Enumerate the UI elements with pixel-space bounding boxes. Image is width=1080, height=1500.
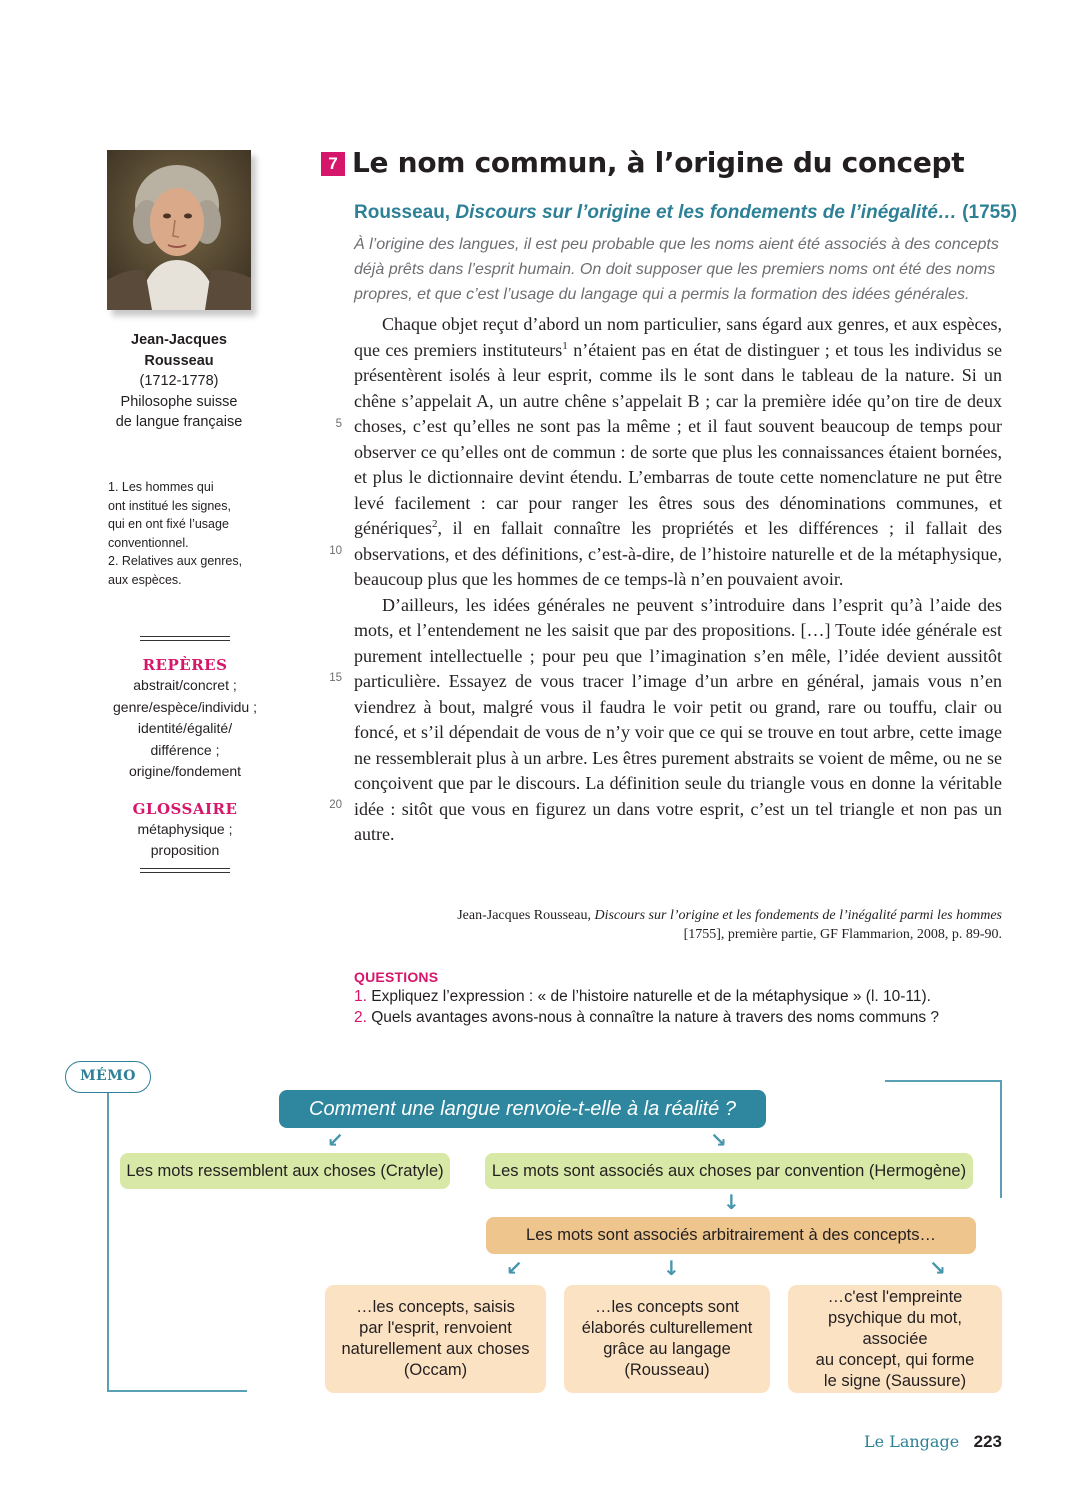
glossaire-item: proposition bbox=[150, 842, 220, 858]
memo-badge: MÉMO bbox=[65, 1061, 151, 1093]
intro-text: À l’origine des langues, il est peu probable que les noms aient été associés à des concepts déjà prêts dans l’esprit humain. On doit supposer que les premiers noms ont été des noms propres, et que c’est l’usage du langage qui a permis la formation des idées générales. bbox=[354, 236, 999, 303]
excerpt-text bbox=[354, 312, 1002, 848]
memo-frame-left bbox=[107, 1093, 109, 1391]
reperes-item: différence ; bbox=[150, 741, 220, 758]
line-number: 5 bbox=[335, 418, 342, 430]
page-footer bbox=[864, 1432, 1002, 1452]
reperes-glossaire-box bbox=[108, 636, 262, 873]
arrow-down-left-icon: ↙ bbox=[506, 1256, 523, 1280]
arrow-down-icon: ↓ bbox=[723, 1190, 740, 1214]
question-number: 1. bbox=[354, 988, 367, 1005]
reperes-item: genre/espèce/individu ; bbox=[113, 698, 257, 715]
saussure-box-text: …c'est l'empreinte psychique du mot, associée au concept, qui forme le signe (Saussure) bbox=[815, 1287, 975, 1390]
hermogene-box: Les mots sont associés aux choses par convention (Hermogène) bbox=[485, 1153, 973, 1189]
author-portrait bbox=[107, 150, 251, 310]
saussure-box bbox=[788, 1285, 1002, 1393]
author-name-line-2: Rousseau bbox=[144, 352, 214, 369]
rousseau-box-text: …les concepts sont élaborés culturellement grâce au langage (Rousseau) bbox=[581, 1298, 753, 1379]
footnote-ref-1: 1 bbox=[562, 339, 568, 352]
paragraph-1 bbox=[354, 312, 1002, 593]
author-description-line-1: Philosophe suisse bbox=[120, 393, 238, 410]
author-name-line-1: Jean-Jacques bbox=[131, 332, 227, 348]
memo-frame-top bbox=[885, 1080, 1001, 1082]
reperes-heading: REPÈRES bbox=[142, 656, 228, 674]
memo-question: Comment une langue renvoie-t-elle à la réalité ? bbox=[279, 1090, 766, 1128]
questions-block bbox=[354, 968, 1014, 1028]
footnote-ref-2: 2 bbox=[431, 518, 438, 530]
question-text: Quels avantages avons-nous à connaître la nature à travers des noms communs ? bbox=[371, 1009, 940, 1026]
paragraph-1-part-c: , il en fallait connaître les propriétés et les différences ; il fallait des observations, et des définitions, c’est-à-dire, de l’histoire naturelle et de la métaphysique, beaucoup plus que les hommes de ce temps-là n’en pouvaient avoir. bbox=[354, 518, 1002, 589]
occam-box-text: …les concepts, saisis par l'esprit, renvoient naturellement aux choses (Occam) bbox=[341, 1298, 530, 1379]
box-bottom-rule bbox=[140, 868, 230, 873]
reperes-item: abstrait/concret ; bbox=[133, 677, 237, 693]
document-number-badge: 7 bbox=[321, 152, 345, 176]
paragraph-1-part-a: Chaque objet reçut d’abord un nom particulier, sans égard aux genres, et aux espèces, que ces premiers instituteurs bbox=[354, 314, 1002, 360]
source-year: (1755) bbox=[962, 202, 1018, 223]
glossaire-item: métaphysique ; bbox=[137, 820, 233, 837]
question-item bbox=[354, 986, 1014, 1007]
section-name: Le Langage bbox=[864, 1432, 960, 1451]
author-dates: (1712-1778) bbox=[139, 373, 219, 389]
footnotes bbox=[108, 478, 258, 589]
arrow-down-left-icon: ↙ bbox=[327, 1128, 344, 1152]
glossaire-list bbox=[108, 819, 262, 862]
footnote-2: 2. Relatives aux genres, aux espèces. bbox=[108, 554, 243, 587]
paragraph-2: D’ailleurs, les idées générales ne peuvent s’introduire dans l’esprit qu’à l’aide des mots, et l’entendement ne les saisit que par des propositions. […] Toute idée générale est purement intellectuelle ; pour peu que l’imagination s’en mêle, l’idée devient aussitôt particulière. Essayez de vous tracer l’image d’un arbre en général, jamais vous n’en viendrez à bout, malgré vous il faudra le voir petit ou grand, rare ou touffu, clair ou foncé, et s’il dépendait de vous de n’y voir que ce qui se trouve en tout arbre, cette image ne ressemblerait plus à un arbre. Les êtres purement abstraits se voient de même, ou ne se conçoivent que par le discours. La définition seule du triangle vous en donne la véritable idée : sitôt que vous en figurez un dans votre esprit, c’est un tel triangle et non pas un autre. bbox=[354, 594, 1002, 844]
question-item bbox=[354, 1007, 1014, 1028]
citation-author: Jean-Jacques Rousseau, bbox=[457, 908, 591, 923]
source-work: Discours sur l’origine et les fondements de l’inégalité… bbox=[455, 202, 957, 223]
arrow-down-right-icon: ↘ bbox=[710, 1128, 727, 1152]
document-title: Le nom commun, à l’origine du concept bbox=[352, 146, 965, 179]
portrait-illustration bbox=[107, 150, 251, 310]
questions-heading: QUESTIONS bbox=[354, 969, 439, 985]
reperes-item: identité/égalité/ bbox=[137, 720, 233, 736]
arbitrary-concepts-box: Les mots sont associés arbitrairement à des concepts… bbox=[486, 1217, 976, 1254]
reperes-list bbox=[108, 675, 262, 783]
reperes-item: origine/fondement bbox=[128, 763, 242, 779]
box-top-rule bbox=[140, 636, 230, 641]
citation-work: Discours sur l’origine et les fondements de l’inégalité parmi les hommes bbox=[594, 908, 1002, 923]
question-number: 2. bbox=[354, 1009, 367, 1026]
source-line bbox=[354, 200, 1017, 226]
rousseau-box bbox=[564, 1285, 770, 1393]
glossaire-heading: GLOSSAIRE bbox=[132, 799, 238, 818]
page-number: 223 bbox=[973, 1432, 1002, 1451]
line-number: 10 bbox=[329, 545, 342, 557]
arrow-down-right-icon: ↘ bbox=[929, 1256, 946, 1280]
memo-frame-right bbox=[1000, 1080, 1002, 1198]
occam-box bbox=[325, 1285, 546, 1393]
footnote-1: 1. Les hommes qui ont institué les signes, qui en ont fixé l’usage conventionnel. bbox=[108, 480, 231, 550]
author-description-line-2: de langue française bbox=[115, 414, 243, 430]
paragraph-1-part-b: n’étaient pas en état de distinguer ; et tous les individus se présentèrent isolés à leur esprit, comme ils le sont dans le tableau de la nature. Si un chêne s’appelait A, un autre chêne s’appelait B ; car la première idée qu’on tire de deux choses, c’est qu’elles ne sont pas la même ; et il faut souvent beaucoup de temps pour observer ce qu’elles ont de commun : de sorte que plus les connaissances étaient bornées, et plus le dictionnaire devint étendu. L’embarras de toute cette nomenclature ne put être levé facilement : car pour ranger les êtres sous des dénominations communes, et génériques bbox=[354, 339, 1002, 538]
line-number: 20 bbox=[329, 799, 342, 811]
author-caption bbox=[100, 330, 258, 433]
citation bbox=[430, 906, 1002, 944]
citation-details: [1755], première partie, GF Flammarion, 2008, p. 89-90. bbox=[683, 927, 1002, 942]
question-text: Expliquez l’expression : « de l’histoire naturelle et de la métaphysique » (l. 10-11). bbox=[371, 988, 931, 1005]
source-author: Rousseau, bbox=[354, 202, 451, 223]
memo-frame-bottom bbox=[107, 1390, 247, 1392]
line-number: 15 bbox=[329, 672, 342, 684]
cratyle-box: Les mots ressemblent aux choses (Cratyle) bbox=[120, 1153, 450, 1189]
arrow-down-icon: ↓ bbox=[663, 1256, 680, 1280]
